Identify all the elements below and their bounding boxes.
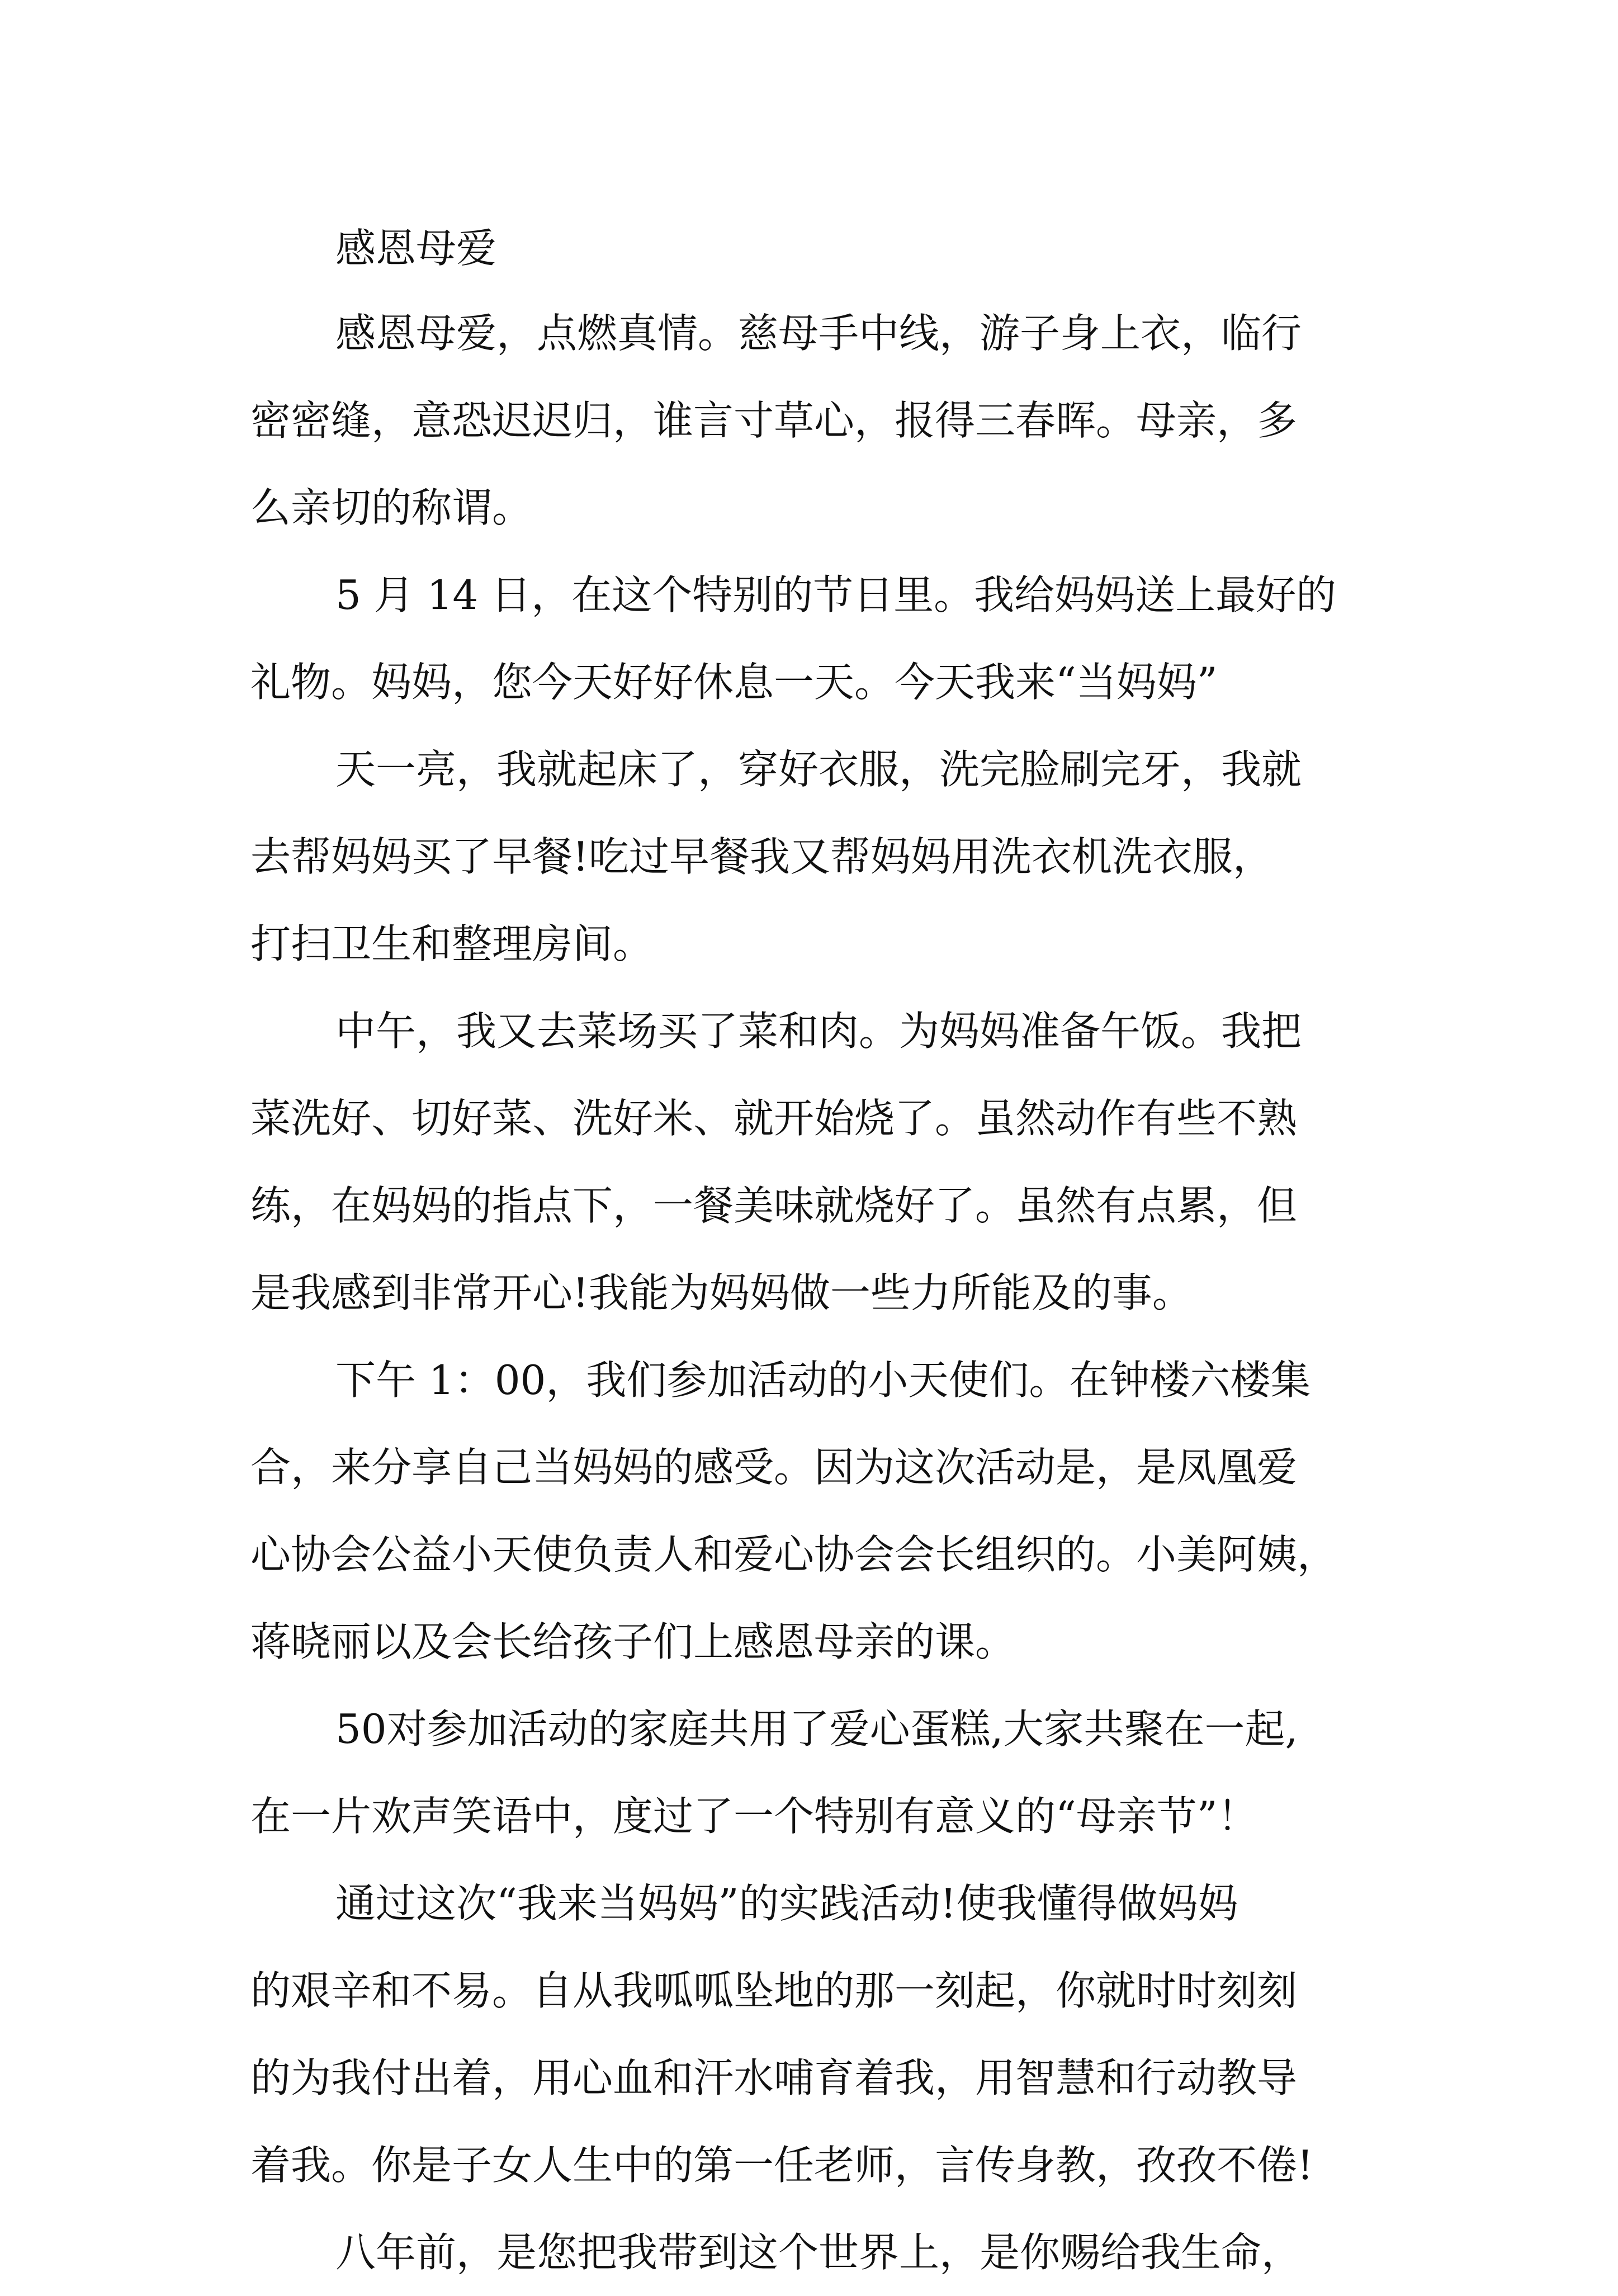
paragraph-7-line-1: 通过这次“我来当妈妈”的实践活动!使我懂得做妈妈 xyxy=(335,1880,1238,1927)
paragraph-7-line-3: 的为我付出着，用心血和汗水哺育着我，用智慧和行动教导 xyxy=(250,2054,1298,2101)
paragraph-5-line-4: 蒋晓丽以及会长给孩子们上感恩母亲的课。 xyxy=(250,1618,1016,1665)
paragraph-1-line-3: 么亲切的称谓。 xyxy=(250,484,533,531)
paragraph-1-line-1: 感恩母爱，点燃真情。慈母手中线，游子身上衣，临行 xyxy=(335,310,1302,357)
document-title: 感恩母爱 xyxy=(335,225,497,272)
paragraph-4-line-3: 练，在妈妈的指点下，一餐美味就烧好了。虽然有点累，但 xyxy=(250,1182,1298,1229)
paragraph-4-line-4: 是我感到非常开心!我能为妈妈做一些力所能及的事。 xyxy=(250,1269,1193,1316)
paragraph-2-line-1: 5 月 14 日，在这个特别的节日里。我给妈妈送上最好的 xyxy=(335,571,1337,618)
paragraph-4-line-2: 菜洗好、切好菜、洗好米、就开始烧了。虽然动作有些不熟 xyxy=(250,1095,1298,1142)
paragraph-3-line-2: 去帮妈妈买了早餐!吃过早餐我又帮妈妈用洗衣机洗衣服， xyxy=(250,833,1273,880)
paragraph-3-line-1: 天一亮，我就起床了，穿好衣服，洗完脸刷完牙，我就 xyxy=(335,746,1302,793)
paragraph-7-line-4: 着我。你是子女人生中的第一任老师，言传身教，孜孜不倦! xyxy=(250,2142,1313,2189)
paragraph-2-line-2: 礼物。妈妈，您今天好好休息一天。今天我来“当妈妈” xyxy=(250,659,1218,706)
document-body xyxy=(250,207,1369,2296)
paragraph-7-line-2: 的艰辛和不易。自从我呱呱坠地的那一刻起，你就时时刻刻 xyxy=(250,1967,1298,2014)
paragraph-8-line-1: 八年前，是您把我带到这个世界上，是你赐给我生命， xyxy=(335,2229,1302,2276)
paragraph-3-line-3: 打扫卫生和整理房间。 xyxy=(250,920,654,967)
paragraph-5-line-2: 合，来分享自己当妈妈的感受。因为这次活动是，是凤凰爱 xyxy=(250,1444,1298,1491)
paragraph-6-line-1: 50对参加活动的家庭共用了爱心蛋糕,大家共聚在一起, xyxy=(335,1706,1298,1752)
paragraph-5-line-3: 心协会公益小天使负责人和爱心协会会长组织的。小美阿姨， xyxy=(250,1531,1338,1578)
paragraph-6-line-2: 在一片欢声笑语中，度过了一个特别有意义的“母亲节”！ xyxy=(250,1793,1258,1840)
paragraph-5-line-1: 下午 1：00，我们参加活动的小天使们。在钟楼六楼集 xyxy=(335,1357,1311,1404)
paragraph-4-line-1: 中午，我又去菜场买了菜和肉。为妈妈准备午饭。我把 xyxy=(335,1008,1302,1055)
paragraph-1-line-2: 密密缝，意恐迟迟归，谁言寸草心，报得三春晖。母亲，多 xyxy=(250,397,1298,444)
